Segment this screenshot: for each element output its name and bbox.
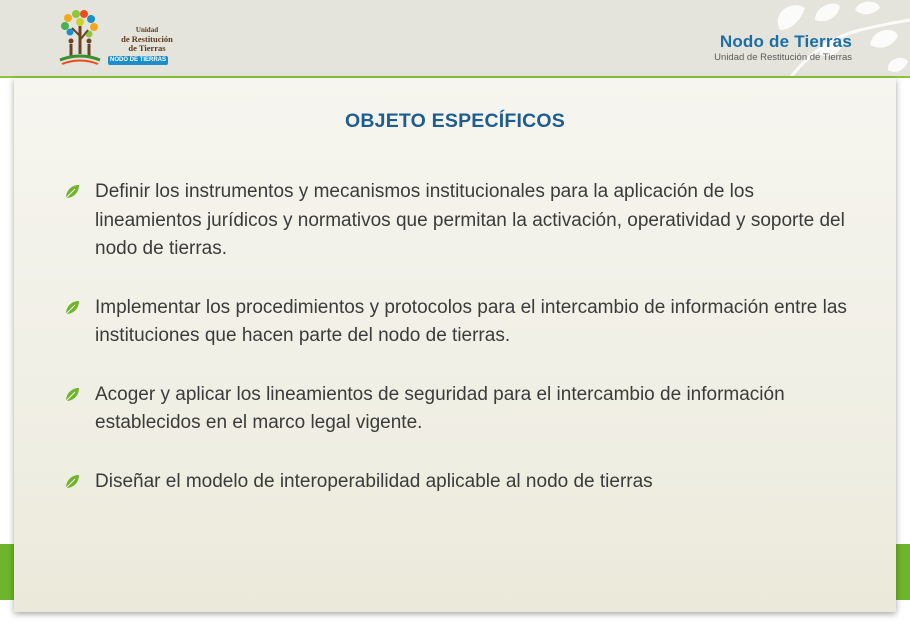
brand-title: Nodo de Tierras — [719, 32, 852, 51]
leaf-icon — [64, 387, 80, 403]
brand-block — [714, 32, 852, 64]
header-bar — [0, 0, 910, 78]
objective-item — [64, 468, 864, 497]
leaf-icon — [64, 300, 80, 316]
logo-wordmark — [112, 26, 182, 53]
leaf-icon — [64, 184, 80, 200]
brand-subtitle: Unidad de Restitución de Tierras — [714, 52, 852, 63]
tree-people-icon — [56, 8, 106, 68]
leaf-icon — [64, 474, 80, 490]
objectives-list — [64, 178, 864, 526]
objective-item — [64, 178, 864, 264]
objective-text: Acoger y aplicar los lineamientos de seguridad para el intercambio de información establecidos en el marco legal vigente. — [95, 383, 785, 433]
logo-badge: NODO DE TIERRAS — [109, 57, 166, 63]
objective-item — [64, 381, 864, 438]
slide-title: OBJETO ESPECÍFICOS — [345, 110, 565, 132]
objective-text: Definir los instrumentos y mecanismos institucionales para la aplicación de los lineamientos jurídicos y normativos que permitan la activación, operatividad y soporte del nodo de tierras. — [95, 181, 845, 259]
objective-item — [64, 294, 864, 351]
logo-line-3: de Tierras — [128, 43, 166, 53]
objective-text: Implementar los procedimientos y protocolos para el intercambio de información entre las instituciones que hacen parte del nodo de tierras. — [95, 296, 847, 346]
logo-line-1: Unidad — [135, 26, 159, 34]
unidad-restitucion-logo — [56, 8, 186, 70]
logo-line-2: de Restitución — [121, 34, 173, 44]
objective-text: Diseñar el modelo de interoperabilidad aplicable al nodo de tierras — [95, 470, 653, 492]
